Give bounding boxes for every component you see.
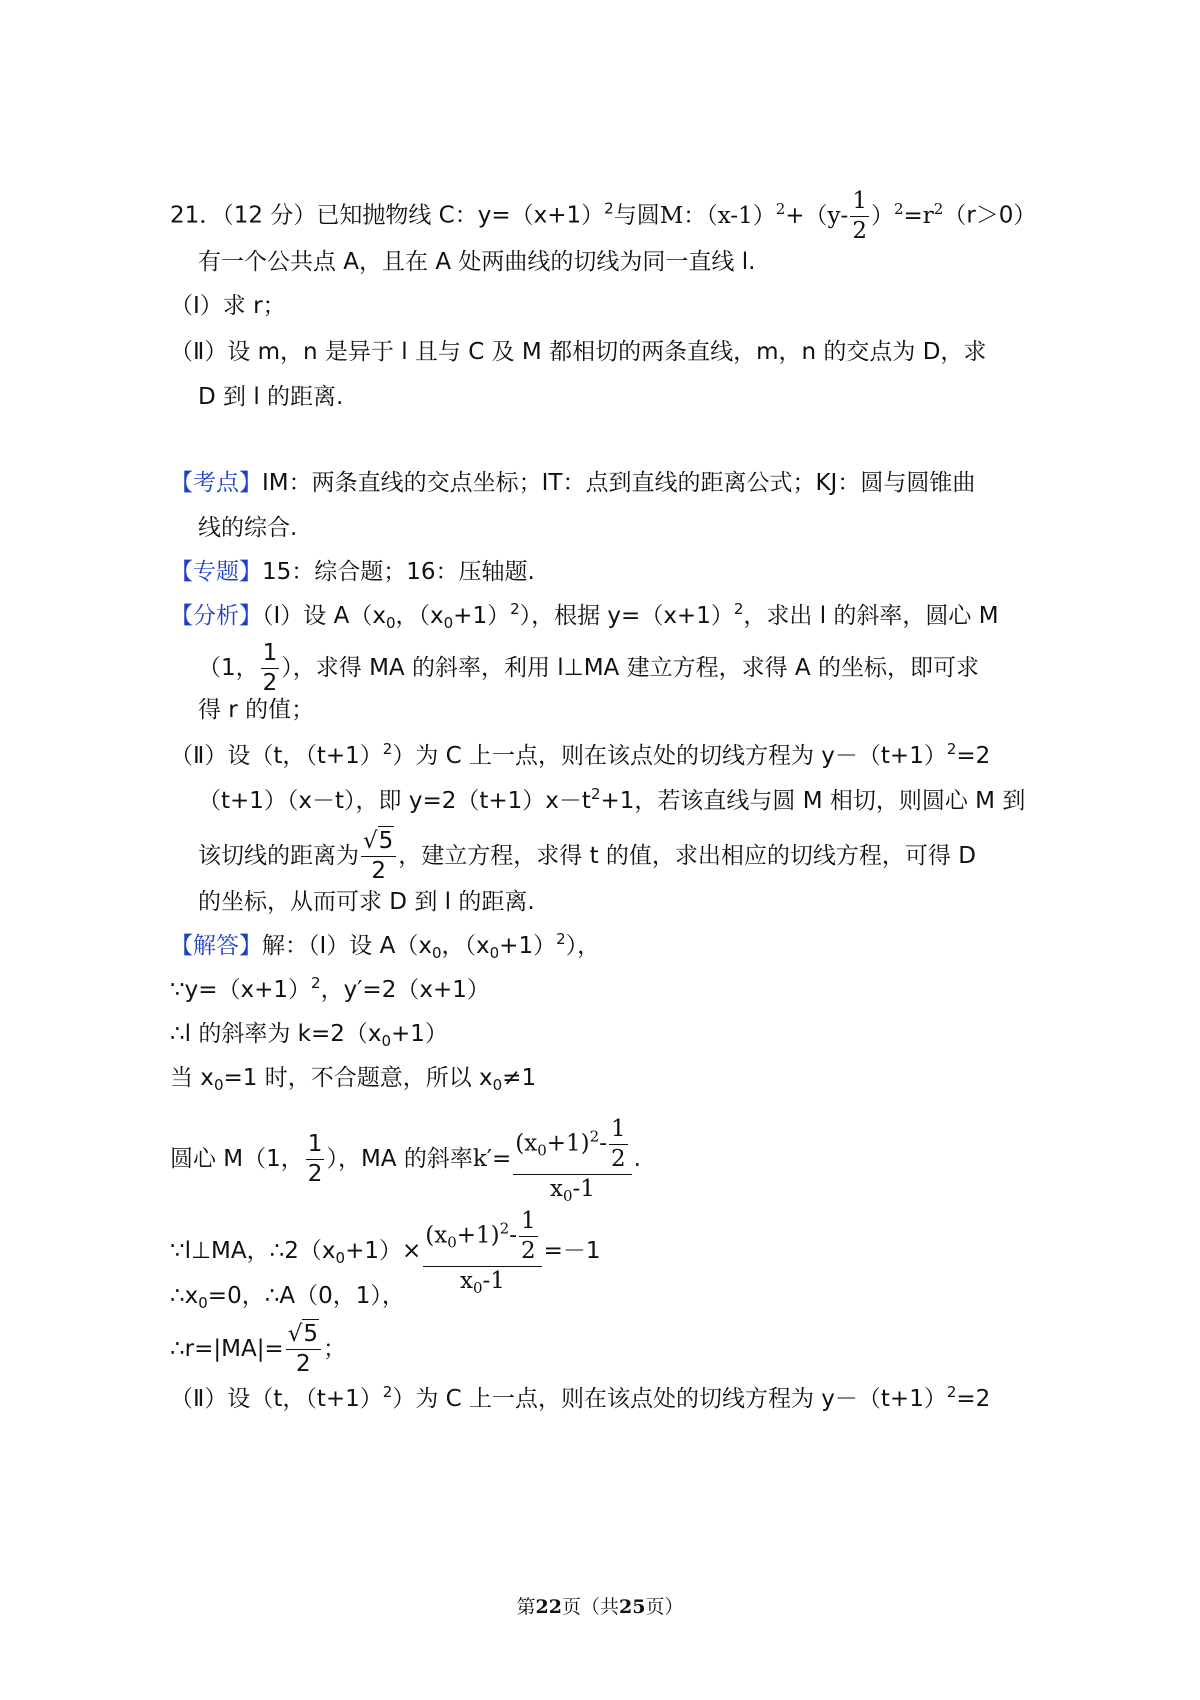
fenxi-line-3: 得 r 的值； [198,697,315,723]
jieda-line-3: ∴l 的斜率为 $k=2(x_0+1)$ [170,1021,448,1050]
jieda-tag: 【解答】 [170,933,262,959]
jieda-line-2: $\because y=(x+1)^2$，y′=2（x+1） [170,974,490,1003]
kaodian-line-1: 【考点】IM：两条直线的交点坐标；IT：点到直线的距离公式；KJ：圆与圆锥曲 [170,470,976,496]
page-footer: 第22页（共25页） [516,1596,684,1618]
jieda-line-8: ∴r=|MA|= $\frac{√5}{2}$ ； [170,1321,347,1377]
problem-number: 21． [170,202,223,229]
fenxi-tag: 【分析】 [170,603,262,629]
zhuanti-tag: 【专题】 [170,559,262,585]
fenxi-line-2: （1， $\frac{1}{2}$ ），求得 MA 的斜率，利用 l⊥MA 建立方程，求得 A 的坐标，即可求 [198,640,979,696]
fraction-sqrt5-over-2: $\frac{√5}{2}$ [286,1323,321,1376]
zhuanti-line: 【专题】15：综合题；16：压轴题. [170,559,535,585]
fraction-one-half: $\frac{1}{2}$ [307,1131,323,1187]
fraction-one-half: $\frac{1}{2}$ [262,640,278,696]
fenxi-line-4: （Ⅱ）设（t，$(t+1)^2$）为 C 上一点，则在该点处的切线方程为 $y-(t+1)^2=2$ [170,740,991,769]
fraction-ma-slope: $(x_0+1)^2-$ $\frac{1}{2}$ $x_0-1$ [423,1210,541,1293]
fraction-one-half: $\frac{1}{2}$ [852,188,867,244]
page-total: 25 [619,1596,646,1618]
jieda-line-5: 圆心 M（1， $\frac{1}{2}$ ），MA 的斜率k′= $(x_0+1)^2-$ $\frac{1}{2}$ $x_0-1$ . [170,1116,641,1205]
kaodian-tag: 【考点】 [170,470,262,496]
problem-score: （12 分） [222,202,317,229]
jieda-line-4: 当 $x_0=1$ 时，不合题意，所以 $x_0\ne 1$ [170,1065,537,1094]
page-number: 22 [535,1596,562,1618]
fraction-sqrt5-over-2: $\frac{√5}{2}$ [361,830,396,883]
fenxi-line-6: 该切线的距离为 $\frac{√5}{2}$ ，建立方程，求得 t 的值，求出相应的切线方程，可得 D [198,828,976,884]
jieda-line-6: ∵l⊥MA，$\therefore 2(x_0+1)\times$ $(x_0+1)^2-$ $\frac{1}{2}$ $x_0-1$ =－1 [170,1208,601,1297]
problem-part-1: （Ⅰ）求 r； [170,293,286,319]
fenxi-line-1: 【分析】（Ⅰ）设 $A(x_0$，$(x_0+1)^2$），根据 $y=(x+1)^2$，求出 l 的斜率，圆心 M [170,600,999,632]
jieda-line-7: $\therefore x_0=0$，∴A（0，1）， [170,1283,405,1312]
fenxi-line-5: （t+1）（x－t），即 $y=2(t+1)x-t^2+1$，若该直线与圆 M 相切，则圆心 M 到 [198,785,1026,814]
jieda-line-9: （Ⅱ）设（t，$(t+1)^2$）为 C 上一点，则在该点处的切线方程为 $y-(t+1)^2=2$ [170,1383,991,1412]
problem-part-2-cont: D 到 l 的距离. [198,384,344,410]
fraction-ma-slope: $(x_0+1)^2-$ $\frac{1}{2}$ $x_0-1$ [513,1118,631,1201]
circle-equation: M：$(x-1)^2+(y-$ $\frac{1}{2}$ ）$^2=r^2$ [659,188,944,244]
kaodian-line-2: 线的综合. [198,515,298,541]
problem-part-2: （Ⅱ）设 m，n 是异于 l 且与 C 及 M 都相切的两条直线，m，n 的交点为 D，求 [170,339,987,365]
jieda-line-1: 【解答】解：（Ⅰ）设 $A(x_0$，$(x_0+1)^2$）， [170,930,601,962]
problem-line-1: 21．（12 分）已知抛物线 C：$y=(x+1)^2$与圆M：$(x-1)^2+(y-$ $\frac{1}{2}$ ）$^2=r^2(r>0)$ [170,188,1037,244]
fenxi-line-7: 的坐标，从而可求 D 到 l 的距离. [198,889,535,915]
problem-line-2: 有一个公共点 A，且在 A 处两曲线的切线为同一直线 l. [198,249,756,275]
